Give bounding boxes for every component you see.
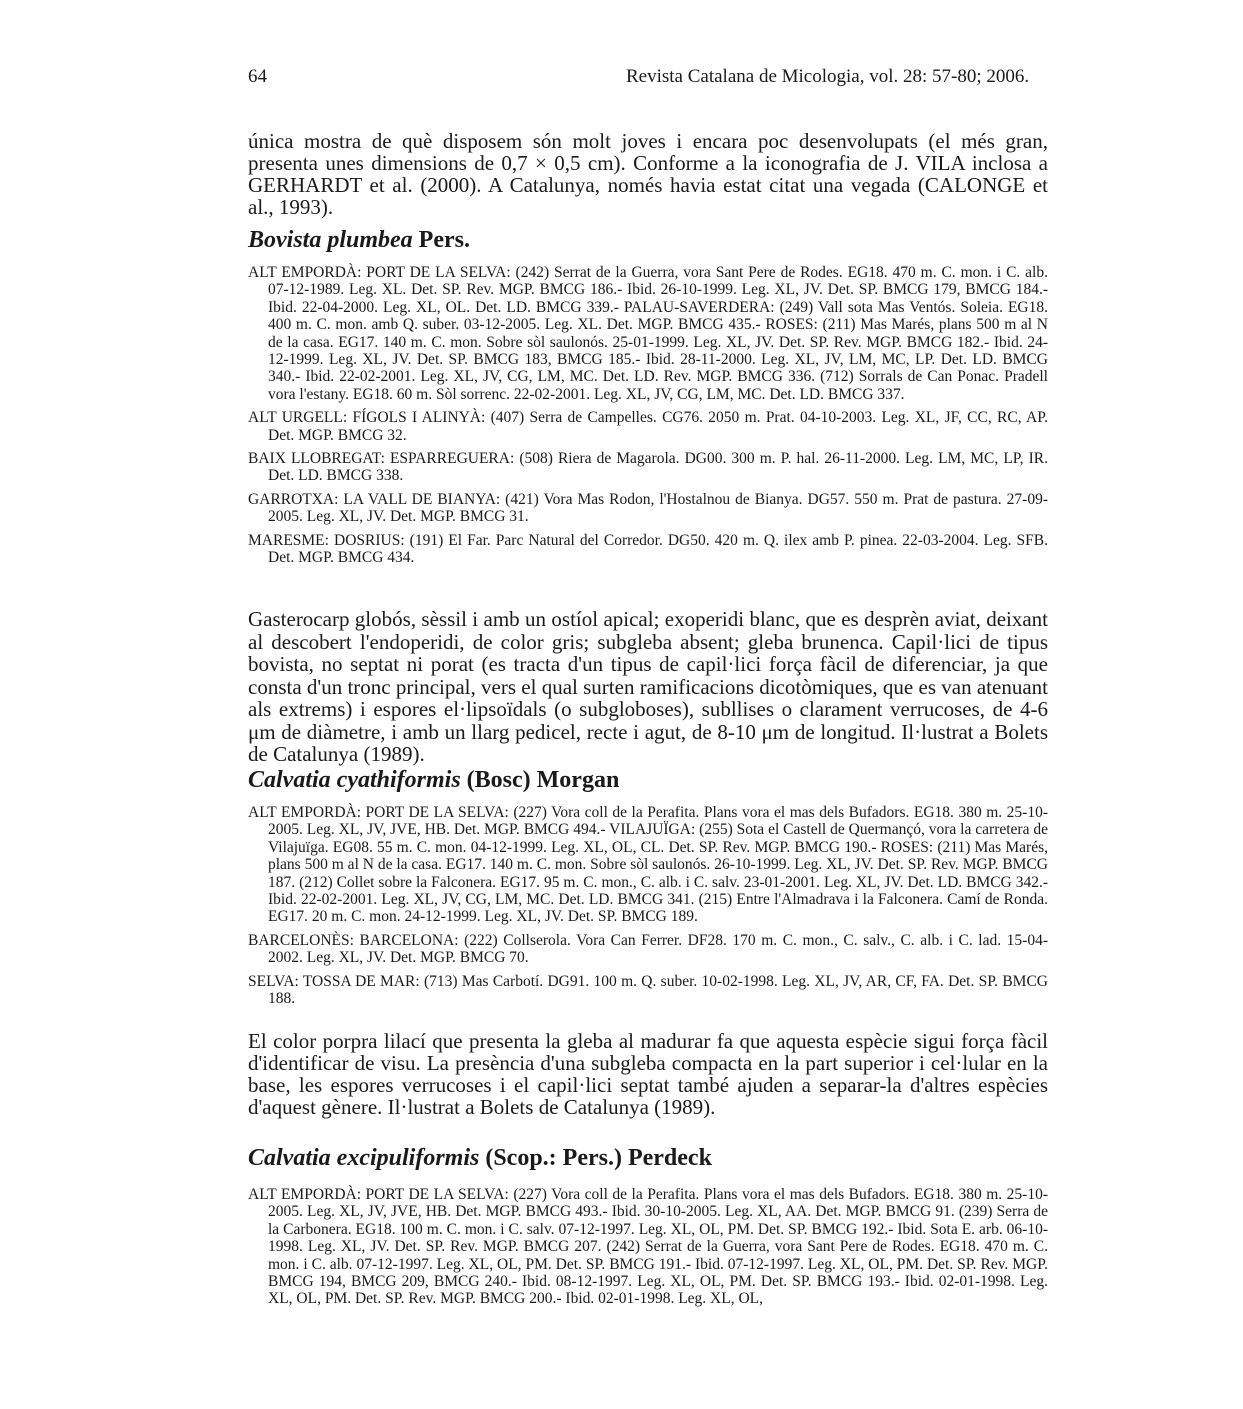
species-author: Pers. — [412, 227, 470, 253]
intro-paragraph: única mostra de què disposem són molt joves i encara poc desenvolupats (el més gran, presenta unes dimensions de 0,7 × 0,5 cm). Conforme a la iconografia de J. VILA inclosa a GERHARDT et al. (2000). A Catalunya, només havia estat citat una vegada (CALONGE et al., 1993). — [248, 129, 1048, 219]
record-entry: ALT URGELL: FÍGOLS I ALINYÀ: (407) Serra de Campelles. CG76. 2050 m. Prat. 04-10-2003. Leg. XL, JF, CC, RC, AP. Det. MGP. BMCG 32. — [248, 409, 1048, 444]
record-entry: BARCELONÈS: BARCELONA: (222) Collserola. Vora Can Ferrer. DF28. 170 m. C. mon., C. salv., C. alb. i C. lad. 15-04-2002. Leg. XL, JV. Det. MGP. BMCG 70. — [248, 931, 1048, 967]
records-list — [248, 804, 1048, 1013]
records-list — [248, 264, 1048, 573]
species-author: (Scop.: Pers.) Perdeck — [479, 1145, 712, 1171]
running-head: Revista Catalana de Micologia, vol. 28: 57-80; 2006. — [626, 66, 1030, 87]
species-binomial: Calvatia cyathiformis — [248, 767, 461, 793]
species-heading-bovista-plumbea — [248, 226, 1048, 254]
record-entry: ALT EMPORDÀ: PORT DE LA SELVA: (227) Vora coll de la Perafita. Plans vora el mas dels Bufadors. EG18. 380 m. 25-10-2005. Leg. XL, JV, JVE, HB. Det. MGP. BMCG 493.- Ibid. 30-10-2005. Leg. XL, AA. Det. MGP. BMCG 91. (239) Serra de la Carbonera. EG18. 100 m. C. mon. i C. salv. 07-12-1997. Leg. XL, OL, PM. Det. SP. BMCG 192.- Ibid. Sota E. arb. 06-10-1998. Leg. XL, JV. Det. SP. Rev. MGP. BMCG 207. (242) Serrat de la Guerra, vora Sant Pere de Rodes. EG18. 470 m. C. mon. i C. alb. 07-12-1997. Leg. XL, OL, PM. Det. SP. BMCG 191.- Ibid. 07-12-1997. Leg. XL, OL, PM. Det. SP. Rev. MGP. BMCG 194, BMCG 209, BMCG 240.- Ibid. 08-12-1997. Leg. XL, OL, PM. Det. SP. BMCG 193.- Ibid. 02-01-1998. Leg. XL, OL, PM. Det. SP. Rev. MGP. BMCG 200.- Ibid. 02-01-1998. Leg. XL, OL, — [248, 1186, 1048, 1308]
record-entry: GARROTXA: LA VALL DE BIANYA: (421) Vora Mas Rodon, l'Hostalnou de Bianya. DG57. 550 m. Prat de pastura. 27-09-2005. Leg. XL, JV. Det. MGP. BMCG 31. — [248, 490, 1048, 526]
records-list — [248, 1186, 1048, 1314]
record-entry: SELVA: TOSSA DE MAR: (713) Mas Carbotí. DG91. 100 m. Q. suber. 10-02-1998. Leg. XL, JV, AR, CF, FA. Det. SP. BMCG 188. — [248, 972, 1048, 1008]
species-description: El color porpra lilací que presenta la gleba al madurar fa que aquesta espècie sigui força fàcil d'identificar de visu. La presència d'una subgleba compacta en la part superior i cel·lular en la base, les espores verrucoses i el capil·lici septat també ajuden a separar-la d'altres espècies d'aquest gènere. Il·lustrat a Bolets de Catalunya (1989). — [248, 1029, 1048, 1119]
species-heading-calvatia-excipuliformis — [248, 1144, 1048, 1172]
species-binomial: Calvatia excipuliformis — [248, 1145, 480, 1171]
page-number: 64 — [248, 66, 267, 87]
record-entry: ALT EMPORDÀ: PORT DE LA SELVA: (242) Serrat de la Guerra, vora Sant Pere de Rodes. EG18. 470 m. C. mon. i C. alb. 07-12-1989. Leg. XL. Det. SP. Rev. MGP. BMCG 186.- Ibid. 26-10-1999. Leg. XL, JV. Det. SP. BMCG 179, BMCG 184.- Ibid. 22-04-2000. Leg. XL, OL. Det. LD. BMCG 339.- PALAU-SAVERDERA: (249) Vall sota Mas Ventós. Soleia. EG18. 400 m. C. mon. amb Q. suber. 03-12-2005. Leg. XL. Det. MGP. BMCG 435.- ROSES: (211) Mas Marés, plans 500 m al N de la casa. EG17. 140 m. C. mon. Sobre sòl saulonós. 25-01-1999. Leg. XL, JV. Det. SP. Rev. MGP. BMCG 182.- Ibid. 24-12-1999. Leg. XL, JV. Det. SP. BMCG 183, BMCG 185.- Ibid. 28-11-2000. Leg. XL, JV, LM, MC, LP. Det. LD. BMCG 340.- Ibid. 22-02-2001. Leg. XL, JV, CG, LM, MC. Det. LD. Rev. MGP. BMCG 336. (712) Sorrals de Can Ponac. Pradell vora l'estany. EG18. 60 m. Sòl sorrenc. 22-02-2001. Leg. XL, JV, CG, LM, MC. Det. LD. BMCG 337. — [248, 264, 1048, 403]
species-description: Gasterocarp globós, sèssil i amb un ostíol apical; exoperidi blanc, que es desprèn aviat, deixant al descobert l'endoperidi, de color gris; subgleba absent; gleba brunenca. Capil·lici de tipus bovista, no septat ni porat (es tracta d'un tipus de capil·lici força fàcil de diferenciar, ja que consta d'un tronc principal, vers el qual surten ramificacions dicotòmiques, que es van atenuant als extrems) i espores el·lipsoïdals (o subgloboses), subllises o clarament verrucoses, de 4-6 μm de diàmetre, i amb un llarg pedicel, recte i agut, de 8-10 μm de longitud. Il·lustrat a Bolets de Catalunya (1989). — [248, 607, 1048, 766]
record-entry: BAIX LLOBREGAT: ESPARREGUERA: (508) Riera de Magarola. DG00. 300 m. P. hal. 26-11-2000. Leg. LM, MC, LP, IR. Det. LD. BMCG 338. — [248, 450, 1048, 485]
species-binomial: Bovista plumbea — [248, 227, 413, 253]
record-entry: ALT EMPORDÀ: PORT DE LA SELVA: (227) Vora coll de la Perafita. Plans vora el mas dels Bufadors. EG18. 380 m. 25-10-2005. Leg. XL, JV, JVE, HB. Det. MGP. BMCG 494.- VILAJUÏGA: (255) Sota el Castell de Quermançó, vora la carretera de Vilajuïga. EG08. 55 m. C. mon. 04-12-1999. Leg. XL, OL, CL. Det. SP. Rev. MGP. BMCG 190.- ROSES: (211) Mas Marés, plans 500 m al N de la casa. EG17. 140 m. C. mon. Sobre sòl saulonós. 26-10-1999. Leg. XL, JV. Det. SP. Rev. MGP. BMCG 187. (212) Collet sobre la Falconera. EG17. 95 m. C. mon., C. alb. i C. salv. 23-01-2001. Leg. XL, JV. Det. LD. BMCG 342.- Ibid. 22-02-2001. Leg. XL, JV, CG, LM, MC. Det. LD. BMCG 341. (215) Entre l'Almadrava i la Falconera. Camí de Ronda. EG17. 20 m. C. mon. 24-12-1999. Leg. XL, JV. Det. SP. BMCG 189. — [248, 804, 1048, 926]
species-heading-calvatia-cyathiformis — [248, 766, 1048, 794]
record-entry: MARESME: DOSRIUS: (191) El Far. Parc Natural del Corredor. DG50. 420 m. Q. ilex amb P. pinea. 22-03-2004. Leg. SFB. Det. MGP. BMCG 434. — [248, 531, 1048, 567]
species-author: (Bosc) Morgan — [460, 767, 620, 793]
